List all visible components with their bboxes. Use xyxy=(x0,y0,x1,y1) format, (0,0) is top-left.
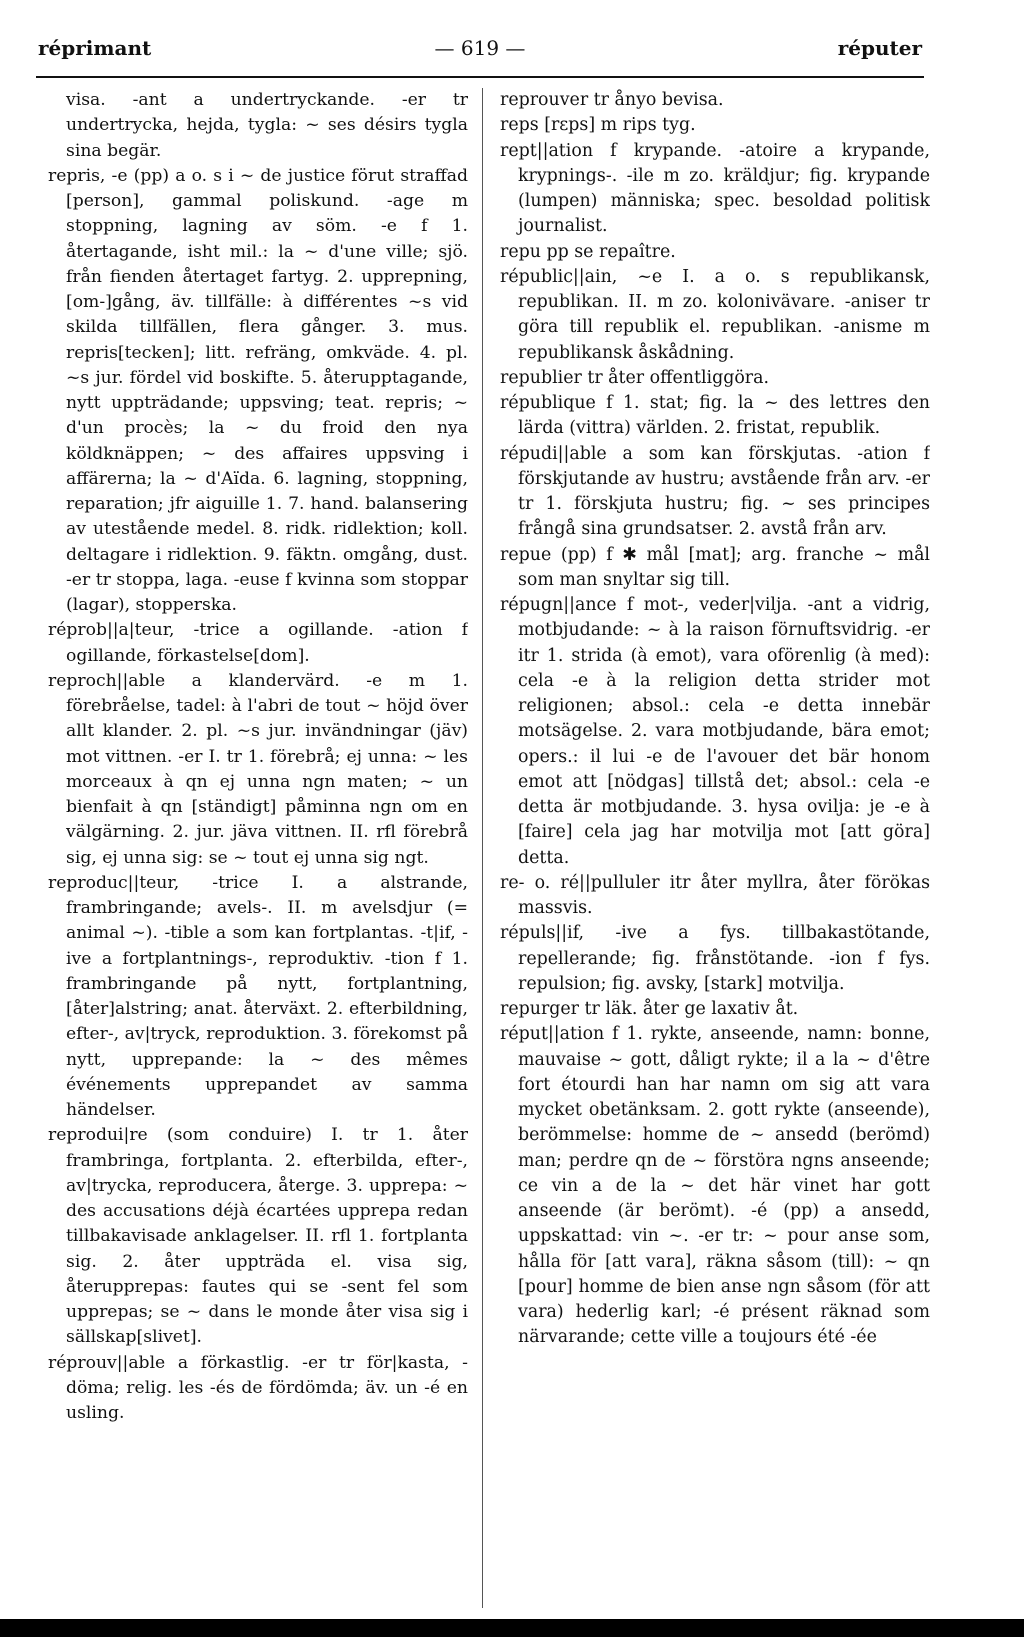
guide-word-right: réputer xyxy=(837,36,922,60)
dictionary-entry: républic||ain, ~e I. a o. s republikansk, republikan. II. m zo. kolonivävare. -aniser tr göra till republik el. republikan. -anisme m republikansk åskådning. xyxy=(500,266,930,363)
dictionary-entry: réprouv||able a förkastlig. -er tr för|kasta, -döma; relig. les -és de fördömda; äv. un -é en usling. xyxy=(48,1352,468,1423)
scan-edge-bar xyxy=(0,1619,1024,1637)
left-column xyxy=(48,88,468,1597)
dictionary-entry: réput||ation f 1. rykte, anseende, namn: bonne, mauvaise ~ gott, dåligt rykte; il a la ~ d'être fort étourdi han har namn om sig att vara mycket obetänksam. 2. gott rykte (anseende), berömmelse: homme de ~ ansedd (berömd) man; perdre qn de ~ förstöra ngns anseende; ce vin a de la ~ det här vinet har gott anseende (är berömt). -é (pp) a ansedd, uppskattad: vin ~. -er tr: ~ pour anse som, hålla för [att vara], räkna såsom (till): ~ qn [pour] homme de bien anse ngn såsom (för att vara) hederlig karl; -é présent räknad som närvarande; cette ville a toujours été -ée xyxy=(500,1024,930,1348)
dictionary-entry: rept||ation f krypande. -atoire a krypande, krypnings-. -ile m zo. kräldjur; fig. krypande (lumpen) människa; spec. besoldad politisk journalist. xyxy=(500,140,930,237)
dictionary-entry: visa. -ant a undertryckande. -er tr undertrycka, hejda, tygla: ~ ses désirs tygla sina begär. xyxy=(66,90,468,161)
dictionary-entry: reps [rɛps] m rips tyg. xyxy=(500,115,696,136)
dictionary-entry: république f 1. stat; fig. la ~ des lettres den lärda (vittra) världen. 2. fristat, republik. xyxy=(500,393,930,439)
header-rule xyxy=(36,76,924,78)
dictionary-entry: reprouver tr ånyo bevisa. xyxy=(500,90,724,110)
dictionary-entry: republier tr åter offentliggöra. xyxy=(500,367,770,388)
dictionary-entry: reprodui|re (som conduire) I. tr 1. åter frambringa, fortplanta. 2. efterbilda, efter-, av|trycka, reproducera, återge. 3. upprepa: ~ des accusations déjà écartées upprepa redan tillbakavisade anklagelser. II. rfl 1. fortplanta sig. 2. åter uppträda el. visa sig, återupprepas: fautes qui se -sent fel som upprepas; se ~ dans le monde åter visa sig i sällskap[slivet]. xyxy=(48,1125,468,1348)
dictionary-entry: répudi||able a som kan förskjutas. -ation f förskjutande av hustru; avstående från arv. -er tr 1. förskjuta hustru; fig. ~ ses principes frångå sina grundsatser. 2. avstå från arv. xyxy=(500,443,930,540)
page-number: — 619 — xyxy=(434,36,526,60)
dictionary-entry: repue (pp) f ✱ mål [mat]; arg. franche ~ mål som man snyltar sig till. xyxy=(500,544,930,590)
dictionary-entry: repurger tr läk. åter ge laxativ åt. xyxy=(500,999,799,1019)
dictionary-entry: reproduc||teur, -trice I. a alstrande, frambringande; avels-. II. m avelsdjur (= animal ~). -tible a som kan fortplantas. -t|if, -ive a fortplantnings-, reproduktiv. -tion f 1. frambringande på nytt, fortplantning, [åter]alstring; anat. återväxt. 2. efterbildning, efter-, av|tryck, reproduktion. 3. förekomst på nytt, upprepande: la ~ des mêmes événements upprepandet av samma händelser. xyxy=(48,872,468,1120)
dictionary-entry: répuls||if, -ive a fys. tillbakastötande, repellerande; fig. frånstötande. -ion f fys. repulsion; fig. avsky, [stark] motvilja. xyxy=(500,923,930,994)
dictionary-entry: répugn||ance f mot-, veder|vilja. -ant a vidrig, motbjudande: ~ à la raison förnuftsvidrig. -er itr 1. strida (à emot), vara oförenlig (à med): cela -e à la religion detta strider mot religionen; absol.: cela -e detta innebär motsägelse. 2. vara motbjudande, bära emot; opers.: il lui -e de l'avouer det bär honom emot att [nödgas] tillstå det; absol.: cela -e detta är motbjudande. 3. hysa ovilja: je -e à [faire] cela jag har motvilja mot [att göra] detta. xyxy=(500,595,930,868)
guide-word-left: réprimant xyxy=(38,36,152,60)
column-divider xyxy=(482,88,483,1608)
dictionary-entry: reproch||able a klandervärd. -e m 1. förebråelse, tadel: à l'abri de tout ~ höjd över allt klander. 2. pl. ~s jur. invändningar (jäv) mot vittnen. -er I. tr 1. förebrå; ej unna: ~ les morceaux à qn ej unna ngn maten; ~ un bienfait à qn [ständigt] påminna ngn om en välgärning. 2. jur. jäva vittnen. II. rfl förebrå sig, ej unna sig: se ~ tout ej unna sig ngt. xyxy=(48,670,468,868)
page-header xyxy=(38,34,922,68)
dictionary-entry: repu pp se repaître. xyxy=(500,241,676,262)
right-column xyxy=(500,88,930,1597)
dictionary-entry: repris, -e (pp) a o. s i ~ de justice förut straffad [person], gammal poliskund. -age m stoppning, lagning av söm. -e f 1. återtagande, isht mil.: la ~ d'une ville; sjö. från fienden återtaget fartyg. 2. upprepning, [om-]gång, äv. tillfälle: à différentes ~s vid skilda tillfällen, flera gånger. 3. mus. repris[tecken]; litt. refräng, omkväde. 4. pl. ~s jur. fördel vid boskifte. 5. återupptagande, nytt uppträdande; uppsving; teat. repris; ~ d'un procès; la ~ du froid den nya köldknäppen; ~ des affaires uppsving i affärerna; la ~ d'Aïda. 6. lagning, stoppning, reparation; jfr aiguille 1. 7. hand. balansering av utestående medel. 8. ridk. ridlektion; koll. deltagare i ridlektion. 9. fäktn. omgång, dust. -er tr stoppa, laga. -euse f kvinna som stoppar (lagar), stopperska. xyxy=(48,165,468,615)
dictionary-entry: réprob||a|teur, -trice a ogillande. -ation f ogillande, förkastelse[dom]. xyxy=(48,620,468,666)
dictionary-entry: re- o. ré||pulluler itr åter myllra, åter förökas massvis. xyxy=(500,872,930,918)
